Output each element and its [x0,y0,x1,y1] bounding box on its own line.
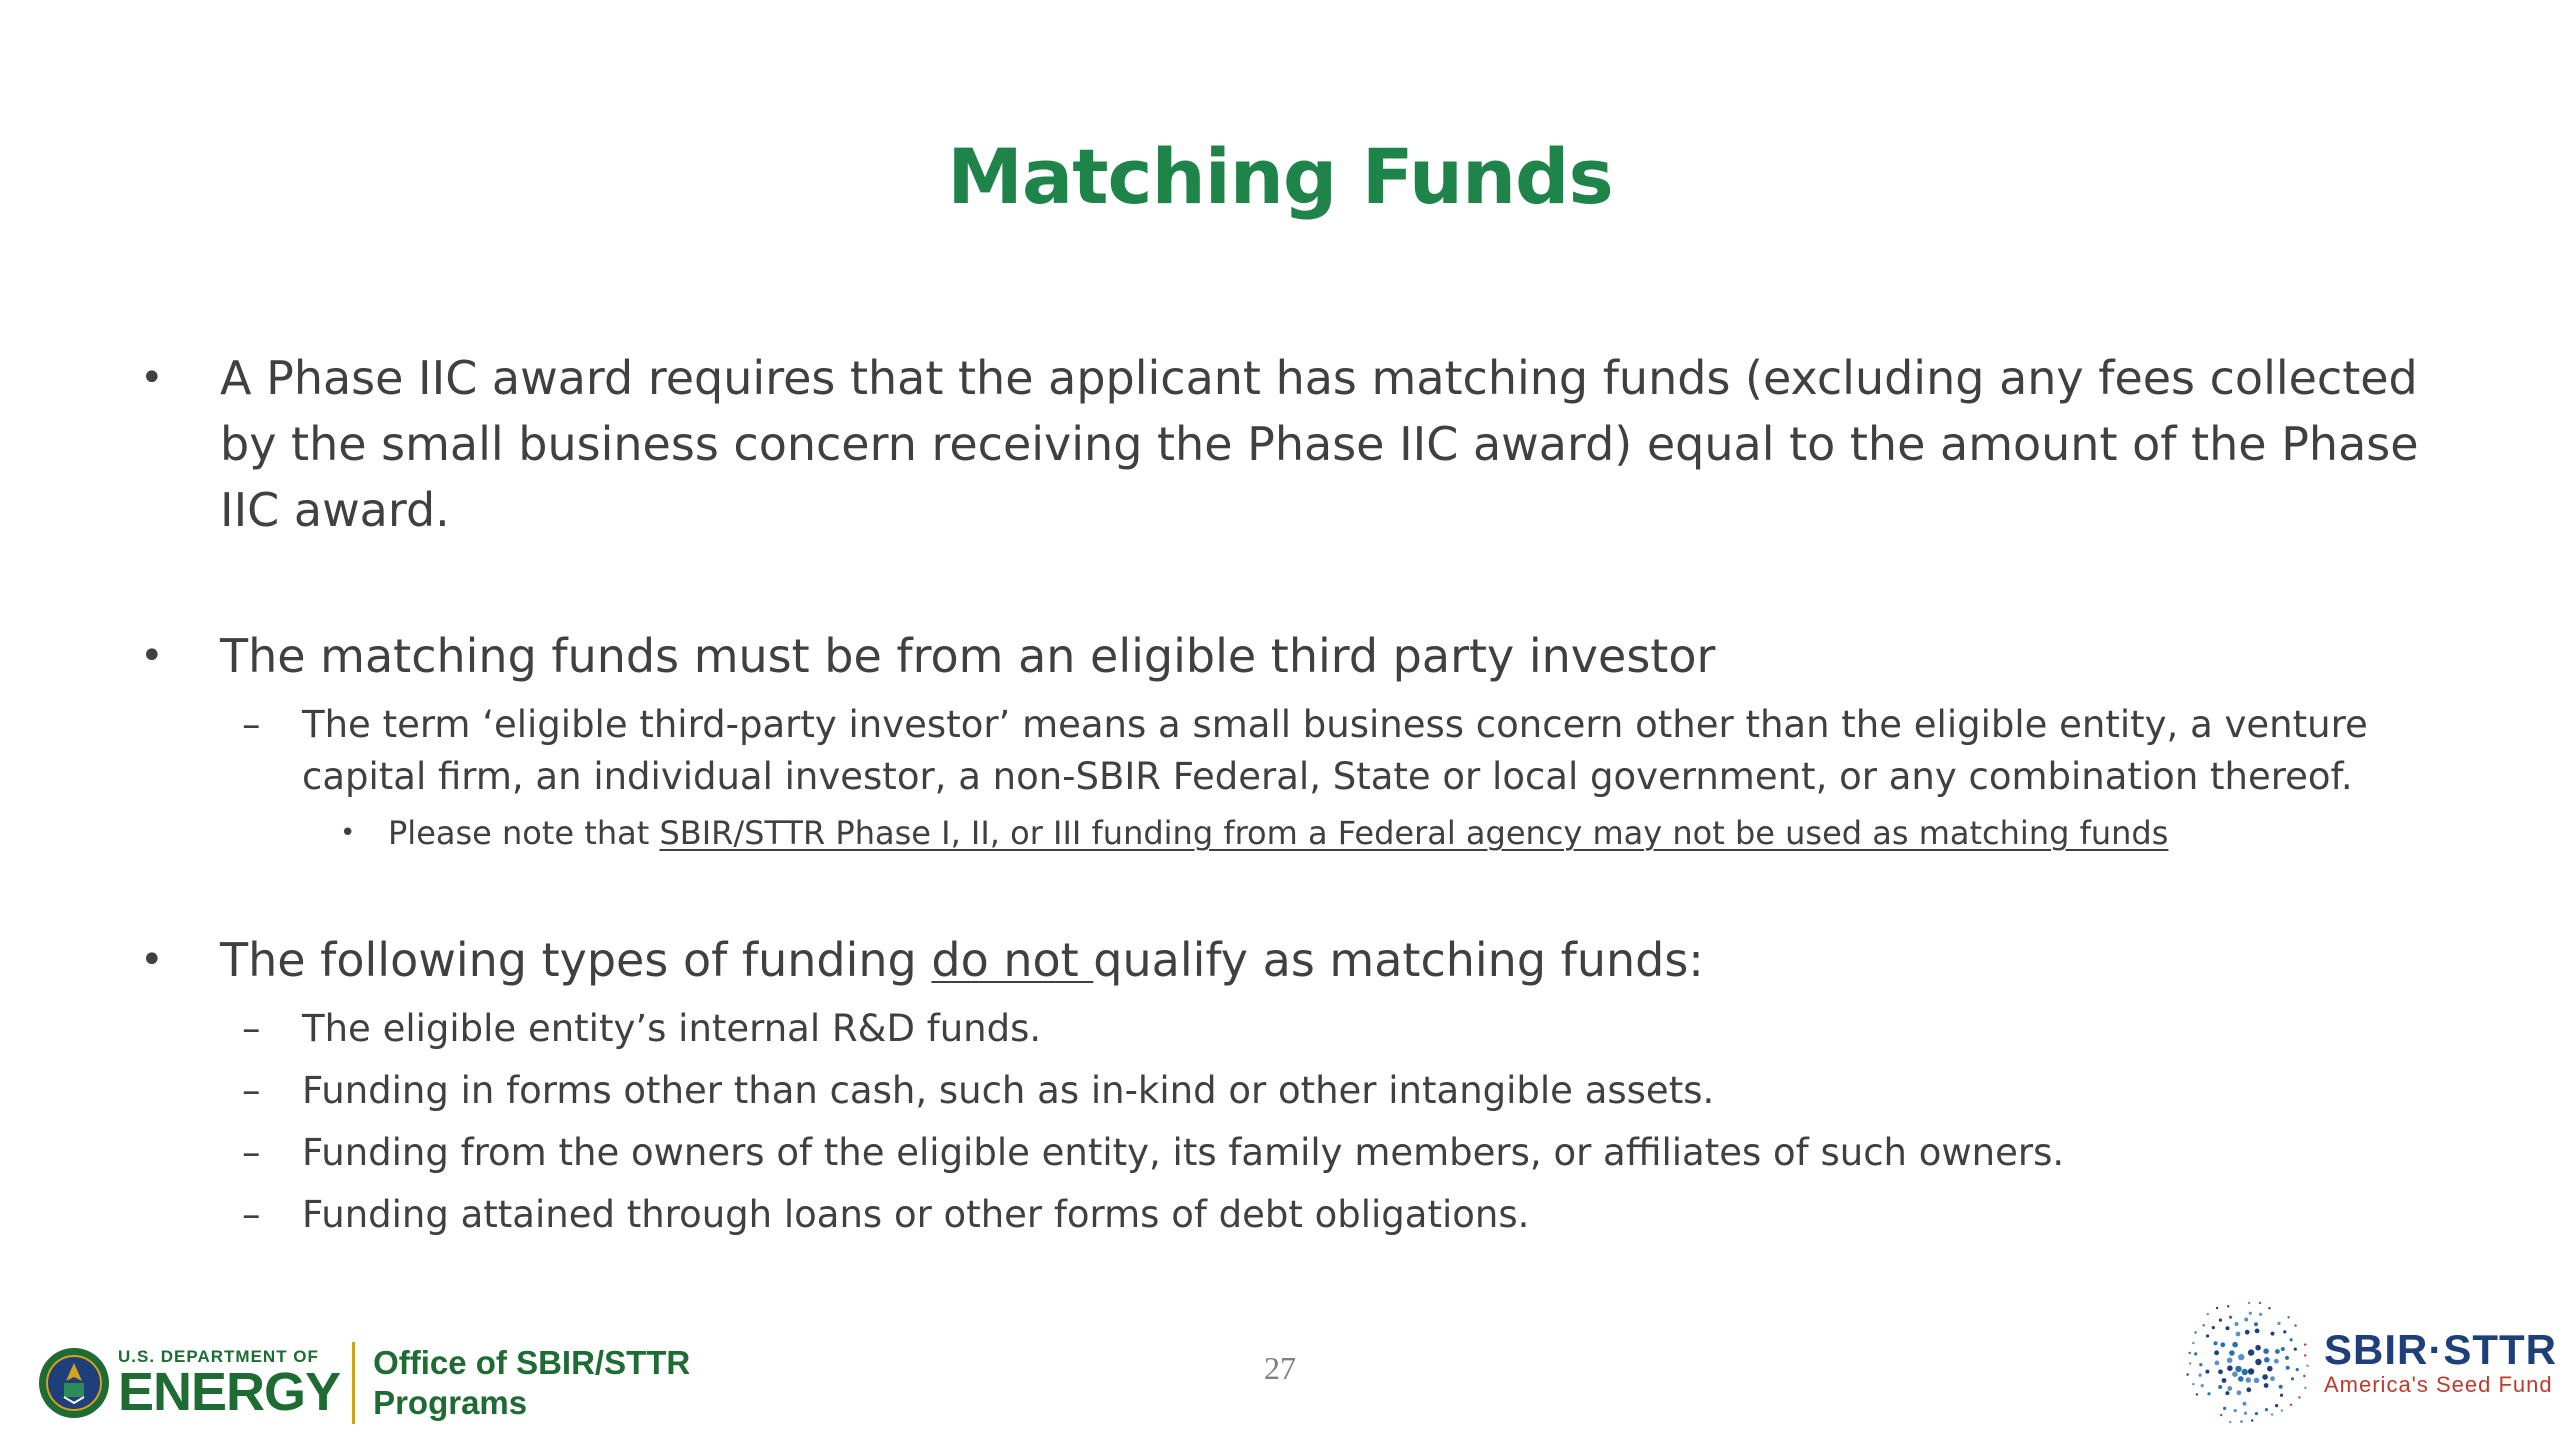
slide-content [140,345,2440,1241]
bullet-icon: • [140,937,164,983]
slide-title: Matching Funds [947,132,1613,221]
bullet-item [140,623,2440,689]
sbir-wordmark [2324,1328,2557,1398]
sbir-title: SBIR·STTR [2324,1326,2557,1373]
bullet-icon: • [140,355,164,401]
dash-icon: – [242,1069,261,1112]
sub-bullet-text: Funding in forms other than cash, such as in-kind or other intangible assets. [302,1069,1715,1112]
sub-bullet-text: The term ‘eligible third-party investor’ means a small business concern other than the eligible entity, a venture capital firm, an individual investor, a non-SBIR Federal, State or local government, or any combination thereof. [302,703,2368,798]
sbir-sttr-logo [2180,1298,2557,1428]
doe-seal-icon [38,1347,110,1419]
sub-bullet-item [140,699,2440,803]
dash-icon: – [242,1007,261,1050]
dash-icon: – [242,1193,261,1236]
bullet-text-after: qualify as matching funds: [1093,933,1704,987]
bullet-text: The matching funds must be from an eligible third party investor [220,629,1716,683]
sub-bullet-item [140,1003,2440,1055]
sub-bullet-item [140,1189,2440,1241]
office-line-2: Programs [373,1384,528,1421]
bullet-icon: • [140,633,164,679]
dash-icon: – [242,703,261,746]
sub-bullet-text: The eligible entity’s internal R&D funds. [302,1007,1042,1050]
bullet-text: A Phase IIC award requires that the applicant has matching funds (excluding any fees collected by the small business concern receiving the Phase IIC award) equal to the amount of the Phase IIC award. [220,351,2419,537]
doe-small-text: U.S. DEPARTMENT OF [118,1347,319,1366]
seed-burst-icon [2180,1298,2320,1428]
doe-wordmark [118,1347,341,1422]
logo-divider [352,1342,355,1424]
sub-bullet-text: Funding attained through loans or other forms of debt obligations. [302,1193,1530,1236]
bullet-text-before: The following types of funding [220,933,932,987]
bullet-item [140,927,2440,993]
doe-office-logo [38,1338,690,1428]
small-bullet-icon: • [340,818,356,848]
office-line-1: Office of SBIR/STTR [373,1344,691,1381]
dash-icon: – [242,1131,261,1174]
sub-bullet-text: Funding from the owners of the eligible entity, its family members, or affiliates of such owners. [302,1131,2065,1174]
sub-bullet-item [140,1065,2440,1117]
sbir-tagline: America's Seed Fund [2324,1372,2553,1397]
note-underlined-text: SBIR/STTR Phase I, II, or III funding from a Federal agency may not be used as matching funds [659,814,2169,852]
sub-sub-bullet-item [140,809,2440,857]
doe-big-text: ENERGY [118,1362,341,1422]
sub-bullet-item [140,1127,2440,1179]
page-number: 27 [1264,1350,1296,1386]
bullet-item [140,345,2440,543]
office-name [373,1343,690,1423]
note-prefix: Please note that [388,814,660,852]
bullet-text-underlined: do not [931,933,1094,987]
